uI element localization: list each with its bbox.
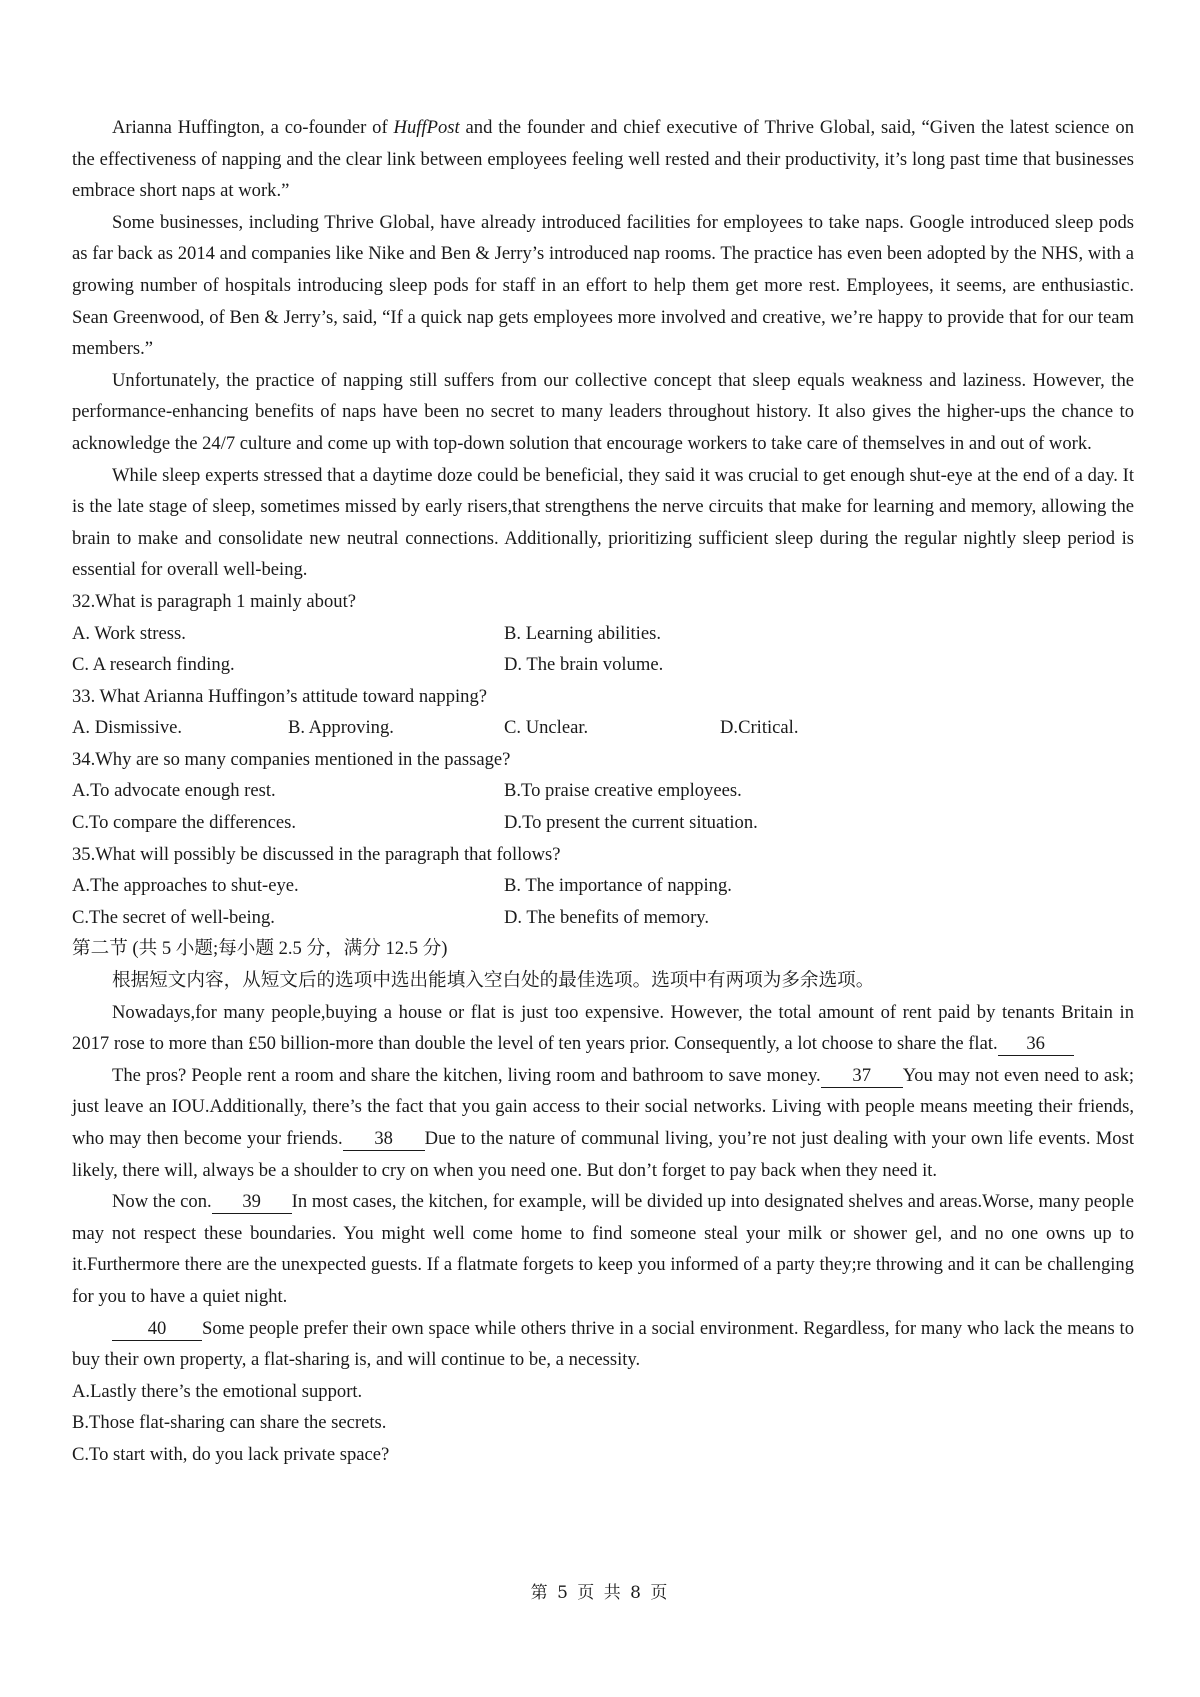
question-32-stem: 32.What is paragraph 1 mainly about? bbox=[72, 590, 356, 612]
cloze-p1-text: Nowadays,for many people,buying a house or flat is just too expensive. However, the total amount of rent paid by tenants Britain in 2017 rose to more than £50 billion-more than double the level of ten years prior. Consequently, a lot choose to share the flat. bbox=[72, 1001, 1134, 1055]
cloze-option-a: A.Lastly there’s the emotional support. bbox=[72, 1380, 363, 1402]
passage1-paragraph-2: Some businesses, including Thrive Global, have already introduced facilities for employees to take naps. Google introduced sleep pods as far back as 2014 and companies like Nike and Ben & Jerry’s introduced nap rooms. The practice has even been adopted by the NHS, with a growing number of hospitals introducing sleep pods for staff in an effort to help them get more rest. Employees, it seems, are enthusiastic. Sean Greenwood, of Ben & Jerry’s, said, “If a quick nap gets employees more involved and creative, we’re happy to provide that for our team members.” bbox=[72, 211, 1134, 360]
passage1-paragraph-3: Unfortunately, the practice of napping still suffers from our collective concept that sleep equals weakness and laziness. However, the performance-enhancing benefits of naps have been no secret to many leaders throughout history. It also gives the higher-ups the chance to acknowledge the 24/7 culture and come up with top-down solution that encourage workers to take care of themselves in and out of work. bbox=[72, 369, 1134, 454]
cloze-p2-text-a: The pros? People rent a room and share the kitchen, living room and bathroom to save money. bbox=[112, 1064, 821, 1086]
option-a: A.To advocate enough rest. bbox=[72, 780, 276, 802]
option-d: D.To present the current situation. bbox=[504, 812, 758, 834]
section-2-instruction: 根据短文内容，从短文后的选项中选出能填入空白处的最佳选项。选项中有两项为多余选项。 bbox=[112, 970, 875, 992]
question-35-options-row-2 bbox=[72, 902, 1134, 934]
section-2-heading: 第二节 (共 5 小题;每小题 2.5 分，满分 12.5 分) bbox=[72, 938, 448, 960]
cloze-option-b: B.Those flat-sharing can share the secrets. bbox=[72, 1412, 387, 1434]
option-b: B. Learning abilities. bbox=[504, 622, 661, 644]
option-a: A. Work stress. bbox=[72, 622, 186, 644]
cloze-p3-text-a: Now the con. bbox=[112, 1191, 212, 1213]
page-number-footer: 第 5 页 共 8 页 bbox=[530, 1583, 670, 1603]
option-d: D. The benefits of memory. bbox=[504, 906, 709, 928]
option-c: C. Unclear. bbox=[504, 717, 589, 739]
cloze-p2-text-c: Due to the nature of communal living, you’re not just dealing with your own life events. Most likely, there will, always be a shoulder to cry on when you need one. But don’t forget to pay back when they need it. bbox=[72, 1128, 1134, 1181]
option-c: C.The secret of well-being. bbox=[72, 906, 275, 928]
question-34-options-row-2 bbox=[72, 807, 1134, 839]
option-a: A.The approaches to shut-eye. bbox=[72, 875, 299, 897]
option-b: B. Approving. bbox=[288, 717, 394, 739]
question-32-options-row-2 bbox=[72, 649, 1134, 681]
question-35-options-row-1 bbox=[72, 870, 1134, 902]
option-d: D. The brain volume. bbox=[504, 654, 664, 676]
question-33-options-row bbox=[72, 712, 1134, 744]
p1-italic-title: HuffPost bbox=[393, 117, 460, 138]
question-33-stem: 33. What Arianna Huffingon’s attitude toward napping? bbox=[72, 685, 487, 707]
cloze-paragraph-2 bbox=[72, 1060, 1134, 1186]
cloze-p3-text-b: In most cases, the kitchen, for example, will be divided up into designated shelves and areas.Worse, many people may not respect these boundaries. You might well come home to find someone steal your milk or shower gel, and no one owns up to it.Furthermore there are the unexpected guests. If a flatmate forgets to keep you informed of a party they;re throwing and it can be challenging for you to have a quiet night. bbox=[72, 1191, 1134, 1307]
cloze-p2-text-b: You may not even need to ask; just leave an IOU.Additionally, there’s the fact that you gain access to their social networks. Living with people means meeting their friends, who may then become your friends. bbox=[72, 1064, 1134, 1149]
p1-text-before: Arianna Huffington, a co-founder of bbox=[112, 117, 394, 138]
blank-39: 39 bbox=[212, 1191, 292, 1214]
passage1-paragraph-1 bbox=[72, 112, 1134, 207]
question-32-options-row-1 bbox=[72, 618, 1134, 650]
option-b: B. The importance of napping. bbox=[504, 875, 732, 897]
question-34-options-row-1 bbox=[72, 775, 1134, 807]
cloze-paragraph-3 bbox=[72, 1186, 1134, 1312]
cloze-paragraph-4 bbox=[72, 1313, 1134, 1376]
blank-40: 40 bbox=[112, 1318, 202, 1341]
option-b: B.To praise creative employees. bbox=[504, 780, 742, 802]
option-d: D.Critical. bbox=[720, 717, 799, 739]
question-35-stem: 35.What will possibly be discussed in the paragraph that follows? bbox=[72, 843, 561, 865]
blank-36: 36 bbox=[998, 1033, 1074, 1056]
blank-37: 37 bbox=[821, 1065, 903, 1088]
option-c: C. A research finding. bbox=[72, 654, 235, 676]
cloze-option-c: C.To start with, do you lack private space? bbox=[72, 1443, 390, 1465]
option-c: C.To compare the differences. bbox=[72, 812, 296, 834]
page-content bbox=[72, 112, 1134, 1471]
p1-text-after: and the founder and chief executive of Thrive Global, said, “Given the latest science on the effectiveness of napping and the clear link between employees feeling well rested and their productivity, it’s long past time that businesses embrace short naps at work.” bbox=[72, 117, 1134, 202]
cloze-paragraph-1 bbox=[72, 997, 1134, 1060]
option-a: A. Dismissive. bbox=[72, 717, 183, 739]
cloze-p4-text: Some people prefer their own space while others thrive in a social environment. Regardless, for many who lack the means to buy their own property, a flat-sharing is, and will continue to be, a necessity. bbox=[72, 1317, 1134, 1371]
question-34-stem: 34.Why are so many companies mentioned in the passage? bbox=[72, 748, 511, 770]
passage1-paragraph-4: While sleep experts stressed that a daytime doze could be beneficial, they said it was crucial to get enough shut-eye at the end of a day. It is the late stage of sleep, sometimes missed by early risers,that strengthens the nerve circuits that make for learning and memory, allowing the brain to make and consolidate new neutral connections. Additionally, prioritizing sufficient sleep during the regular nightly sleep period is essential for overall well-being. bbox=[72, 464, 1134, 581]
blank-38: 38 bbox=[343, 1128, 425, 1151]
